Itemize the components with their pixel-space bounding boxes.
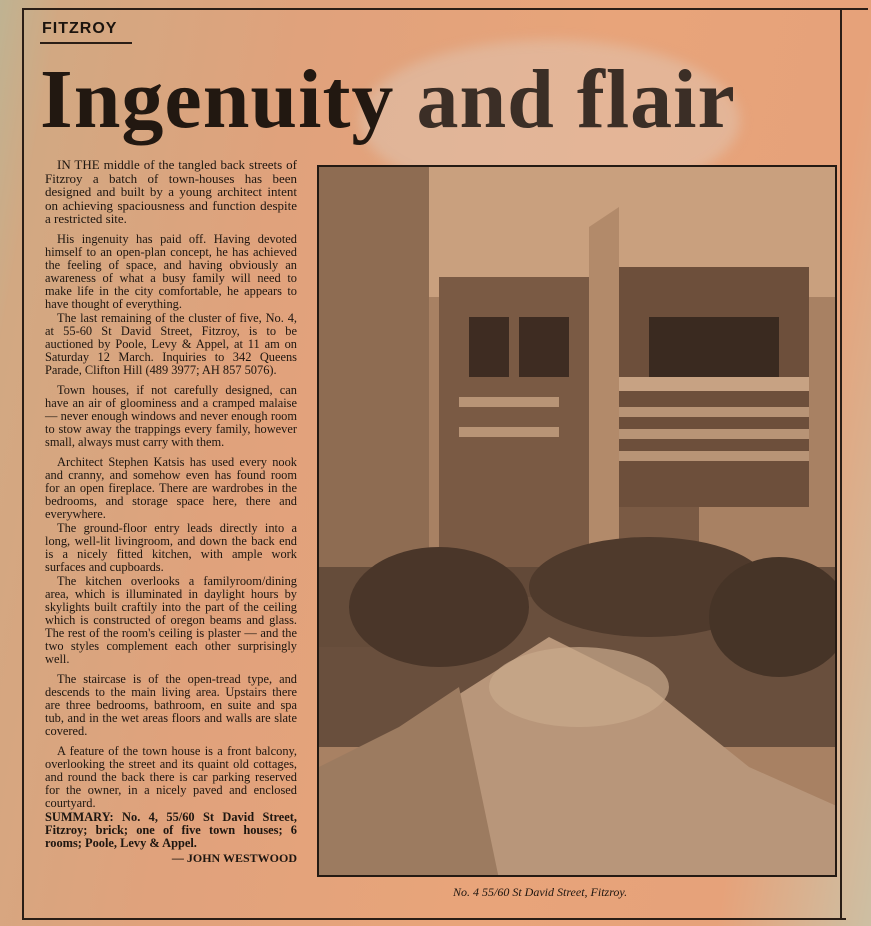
section-label: FITZROY (42, 20, 118, 37)
summary (45, 811, 297, 850)
bottom-rule (22, 918, 846, 920)
headline (40, 50, 736, 150)
top-rule (22, 8, 868, 10)
left-rule (22, 8, 24, 920)
article-body (45, 158, 297, 865)
paragraph: The ground-floor entry leads directly into a long, well-lit livingroom, and down the back end is a nicely fitted kitchen, with ample work surfaces and cupboards. (45, 520, 297, 574)
paragraph: IN THE middle of the tangled back streets of Fitzroy a batch of town-houses has been designed and built by a young architect intent on achieving spaciousness and function despite a restricted site. (45, 157, 297, 227)
paragraph: A feature of the town house is a front balcony, overlooking the street and its quaint old cottages, and round the back there is car parking reserved for the owner, in a nicely paved and enclosed courtyard. (45, 743, 297, 810)
photo-illustration (319, 167, 837, 877)
headline-part2: and flair (416, 53, 736, 146)
paragraph: The kitchen overlooks a familyroom/dining area, which is illuminated in daylight hours by skylights built craftily into the part of the ceiling which is constructed of oregon beams and glass. The rest of the room's ceiling is plaster — and the two styles complement each other surprisingly well. (45, 573, 297, 666)
paragraph: Town houses, if not carefully designed, can have an air of gloominess and a cramped malaise — never enough windows and never enough room to stow away the trappings every family, however small, always must carry with them. (45, 382, 297, 449)
headline-part1: Ingenuity (40, 53, 395, 146)
paragraph: The last remaining of the cluster of five, No. 4, at 55-60 St David Street, Fitzroy, is to be auctioned by Poole, Levy & Appel, at 11 am on Saturday 12 March. Inquiries to 342 Queens Parade, Clifton Hill (489 3977; AH 857 5076). (45, 310, 297, 377)
right-rule (840, 8, 842, 920)
paragraph: Architect Stephen Katsis has used every nook and cranny, and somehow even has found room for an open fireplace. There are wardrobes in the bedrooms, and storage space here, there and everywhere. (45, 454, 297, 521)
photo-caption: No. 4 55/60 St David Street, Fitzroy. (453, 885, 628, 899)
byline: — JOHN WESTWOOD (171, 850, 297, 865)
house-photo (317, 165, 837, 877)
paragraph: His ingenuity has paid off. Having devoted himself to an open-plan concept, he has achieved the feeling of space, and having obviously an awareness of what a busy family will need to make life in the city comfortable, he appears to have thought of everything. (45, 231, 297, 311)
section-underline (40, 42, 132, 44)
summary-text: No. 4, 55/60 St David Street, Fitzroy; brick; one of five town houses; 6 rooms; Poole, Levy & Appel. (45, 809, 297, 850)
summary-label: SUMMARY: (45, 809, 114, 824)
paragraph: The staircase is of the open-tread type, and descends to the main living area. Upstairs there are three bedrooms, bathroom, en suite and spa tub, and in the wet areas floors and walls are slate covered. (45, 671, 297, 738)
